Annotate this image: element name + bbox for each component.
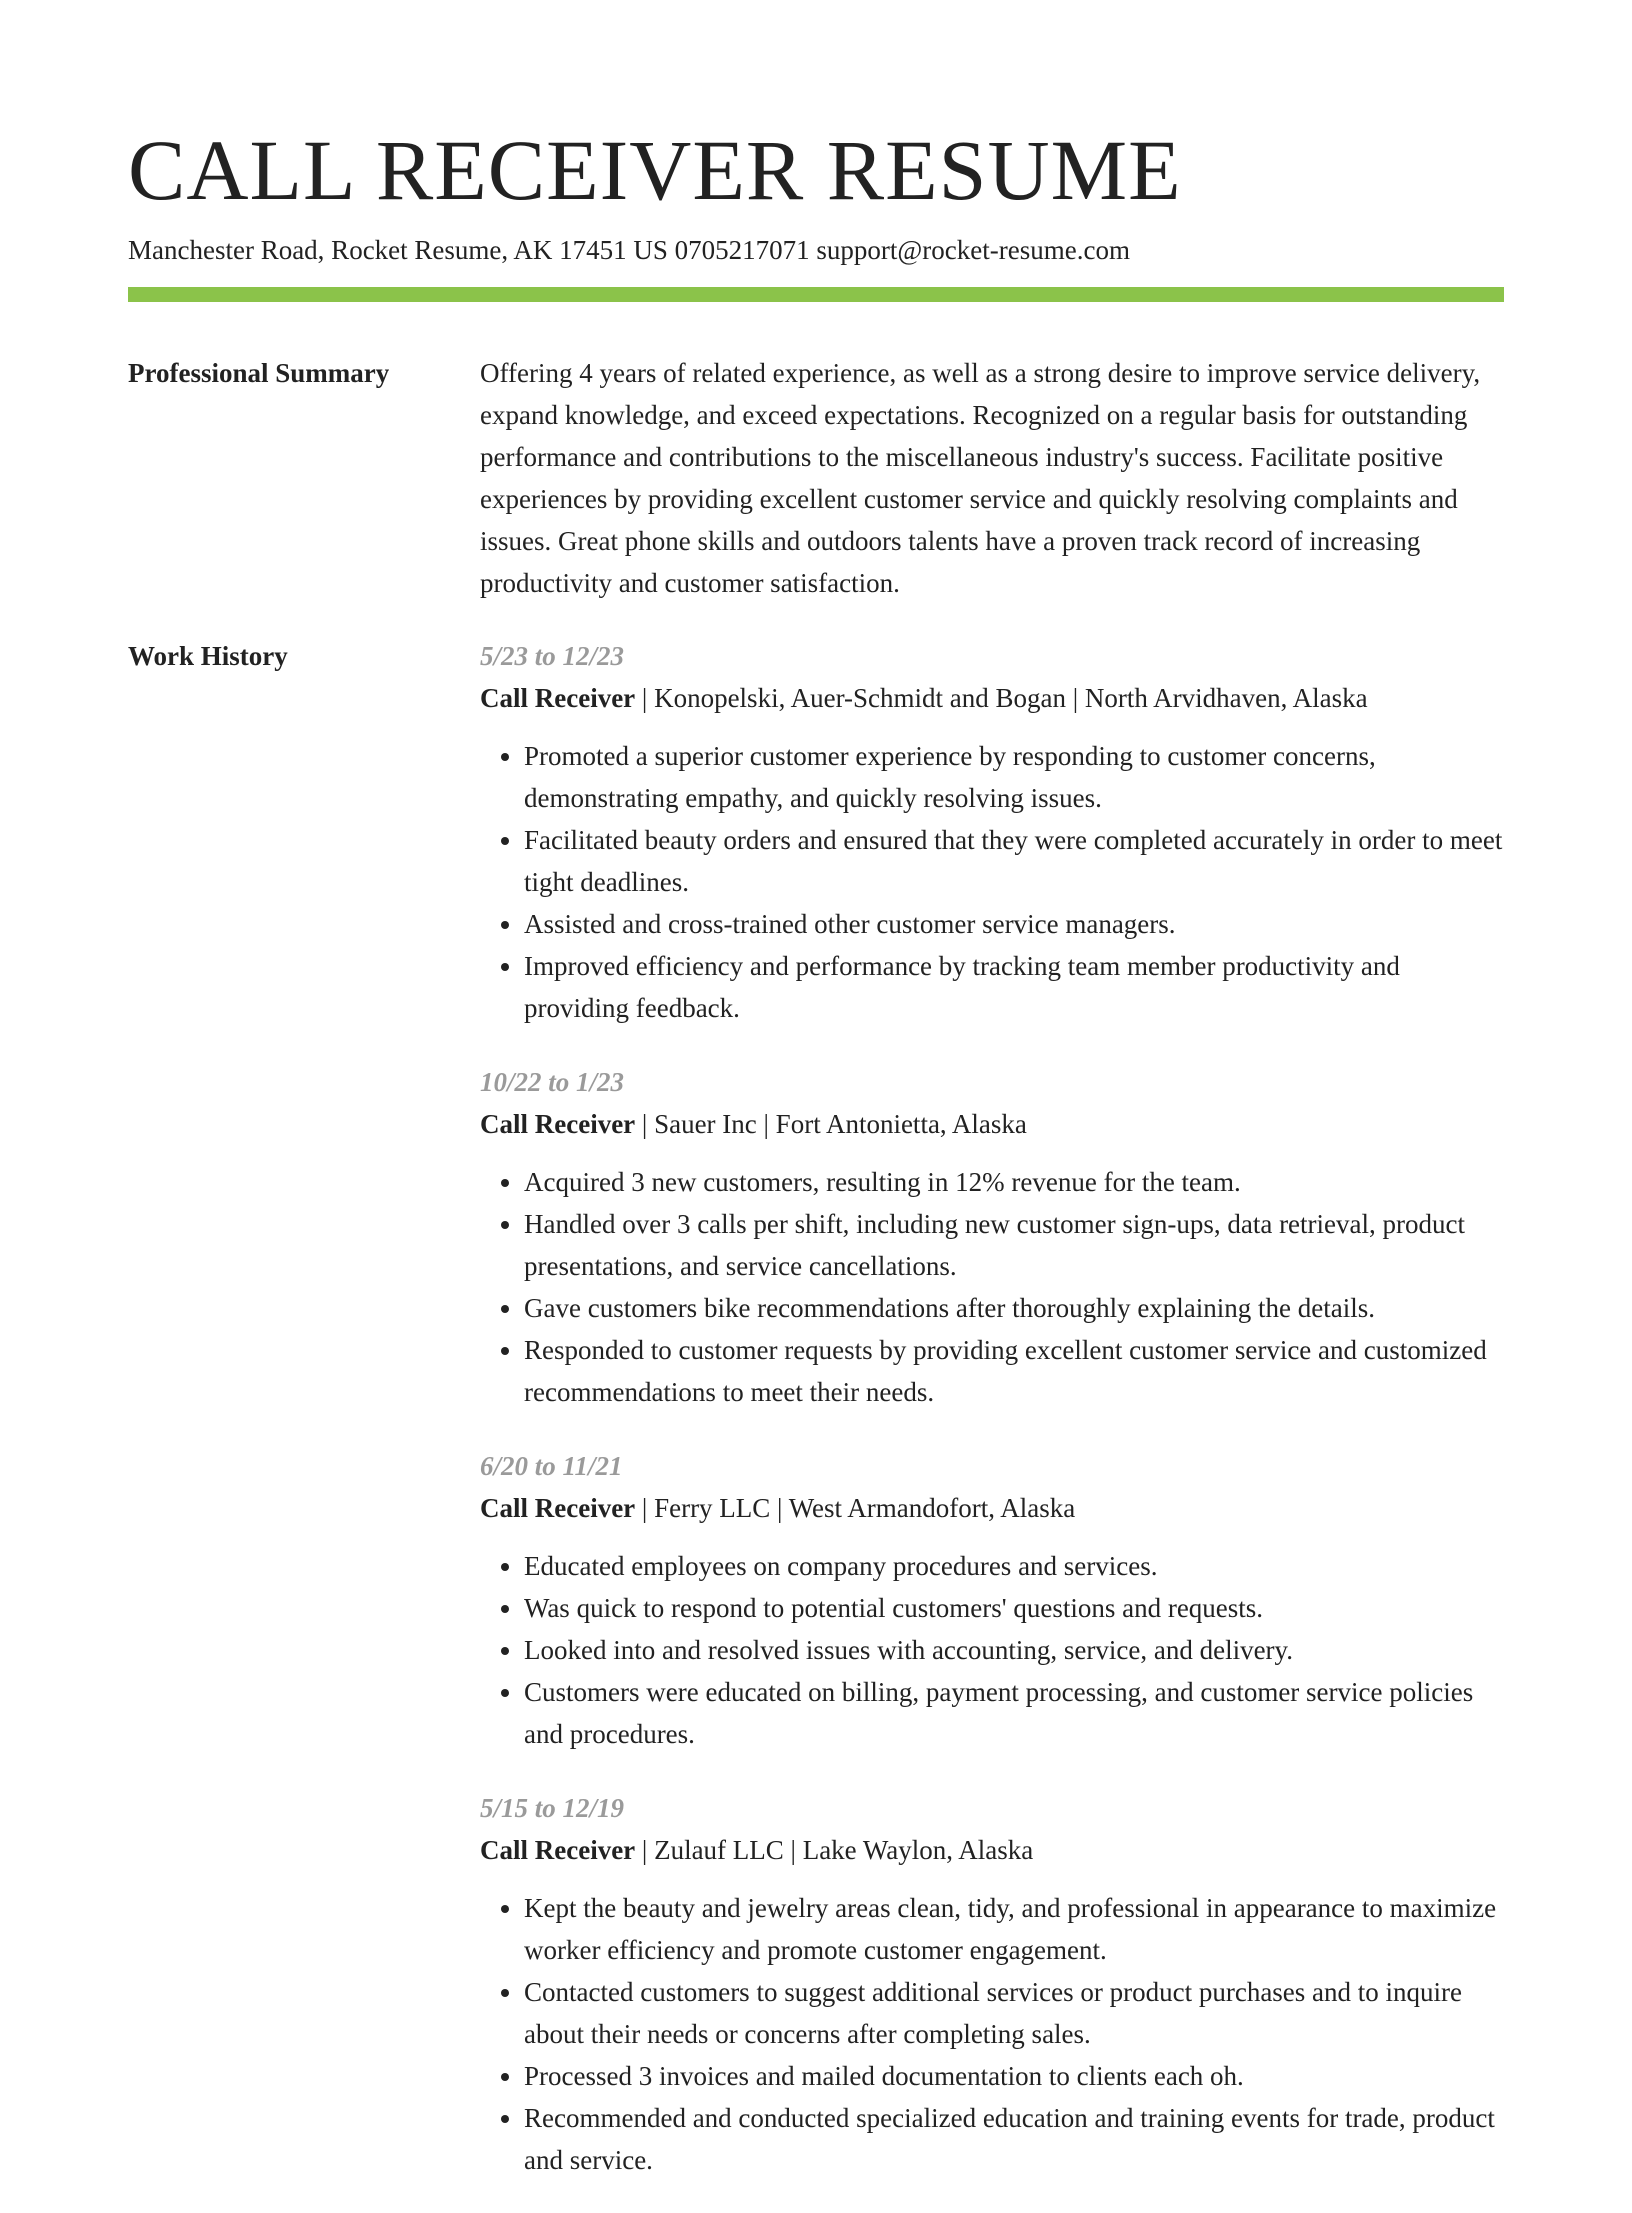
job-dates: 5/23 to 12/23 bbox=[480, 641, 625, 671]
work-history-section bbox=[128, 635, 1504, 2213]
resume-title: CALL RECEIVER RESUME bbox=[128, 122, 1182, 218]
list-item: • Improved efficiency and performance by tracking team member productivity and providing feedback. bbox=[524, 945, 1504, 1029]
work-history-list bbox=[480, 635, 1504, 2213]
job-bullet-list bbox=[480, 735, 1504, 1029]
professional-summary-section bbox=[128, 352, 1504, 604]
list-item: • Acquired 3 new customers, resulting in 12% revenue for the team. bbox=[524, 1161, 1504, 1203]
header-divider bbox=[128, 287, 1504, 302]
list-item: • Promoted a superior customer experience by responding to customer concerns, demonstrating empathy, and quickly resolving issues. bbox=[524, 735, 1504, 819]
section-label-work-history: Work History bbox=[128, 641, 288, 671]
job-heading bbox=[480, 1103, 1504, 1145]
list-item: • Looked into and resolved issues with accounting, service, and delivery. bbox=[524, 1629, 1504, 1671]
list-item: • Customers were educated on billing, payment processing, and customer service policies and procedures. bbox=[524, 1671, 1504, 1755]
summary-text: Offering 4 years of related experience, as well as a strong desire to improve service delivery, expand knowledge, and exceed expectations. Recognized on a regular basis for outstanding performance and contributions to the miscellaneous industry's success. Facilitate positive experiences by providing excellent customer service and quickly resolving complaints and issues. Great phone skills and outdoors talents have a proven track record of increasing productivity and customer satisfaction. bbox=[480, 358, 1481, 598]
job-bullet-list bbox=[480, 1887, 1504, 2181]
job-details: | Ferry LLC | West Armandofort, Alaska bbox=[635, 1493, 1076, 1523]
job-entry bbox=[480, 1787, 1504, 2181]
job-entry bbox=[480, 635, 1504, 1029]
section-label-summary: Professional Summary bbox=[128, 358, 390, 388]
contact-line: Manchester Road, Rocket Resume, AK 17451 US 0705217071 support@rocket-resume.com bbox=[128, 235, 1130, 265]
job-details: | Konopelski, Auer-Schmidt and Bogan | North Arvidhaven, Alaska bbox=[635, 683, 1368, 713]
job-heading bbox=[480, 1829, 1504, 1871]
list-item: • Gave customers bike recommendations after thoroughly explaining the details. bbox=[524, 1287, 1504, 1329]
list-item: • Was quick to respond to potential customers' questions and requests. bbox=[524, 1587, 1504, 1629]
job-title: Call Receiver bbox=[480, 1835, 636, 1865]
list-item: • Assisted and cross-trained other customer service managers. bbox=[524, 903, 1504, 945]
job-details: | Zulauf LLC | Lake Waylon, Alaska bbox=[635, 1835, 1034, 1865]
job-bullet-list bbox=[480, 1545, 1504, 1755]
job-title: Call Receiver bbox=[480, 1109, 636, 1139]
list-item: • Recommended and conducted specialized education and training events for trade, product and service. bbox=[524, 2097, 1504, 2181]
list-item: • Processed 3 invoices and mailed documentation to clients each oh. bbox=[524, 2055, 1504, 2097]
job-entry bbox=[480, 1445, 1504, 1755]
job-title: Call Receiver bbox=[480, 683, 636, 713]
resume-page bbox=[128, 118, 1504, 2213]
job-dates: 6/20 to 11/21 bbox=[480, 1451, 623, 1481]
job-dates: 5/15 to 12/19 bbox=[480, 1793, 625, 1823]
list-item: • Handled over 3 calls per shift, including new customer sign-ups, data retrieval, product presentations, and service cancellations. bbox=[524, 1203, 1504, 1287]
list-item: • Responded to customer requests by providing excellent customer service and customized recommendations to meet their needs. bbox=[524, 1329, 1504, 1413]
job-heading bbox=[480, 677, 1504, 719]
job-bullet-list bbox=[480, 1161, 1504, 1413]
list-item: • Educated employees on company procedures and services. bbox=[524, 1545, 1504, 1587]
job-heading bbox=[480, 1487, 1504, 1529]
list-item: • Contacted customers to suggest additional services or product purchases and to inquire about their needs or concerns after completing sales. bbox=[524, 1971, 1504, 2055]
job-entry bbox=[480, 1061, 1504, 1413]
list-item: • Facilitated beauty orders and ensured that they were completed accurately in order to meet tight deadlines. bbox=[524, 819, 1504, 903]
list-item: • Kept the beauty and jewelry areas clean, tidy, and professional in appearance to maximize worker efficiency and promote customer engagement. bbox=[524, 1887, 1504, 1971]
job-title: Call Receiver bbox=[480, 1493, 636, 1523]
job-dates: 10/22 to 1/23 bbox=[480, 1067, 625, 1097]
job-details: | Sauer Inc | Fort Antonietta, Alaska bbox=[635, 1109, 1027, 1139]
